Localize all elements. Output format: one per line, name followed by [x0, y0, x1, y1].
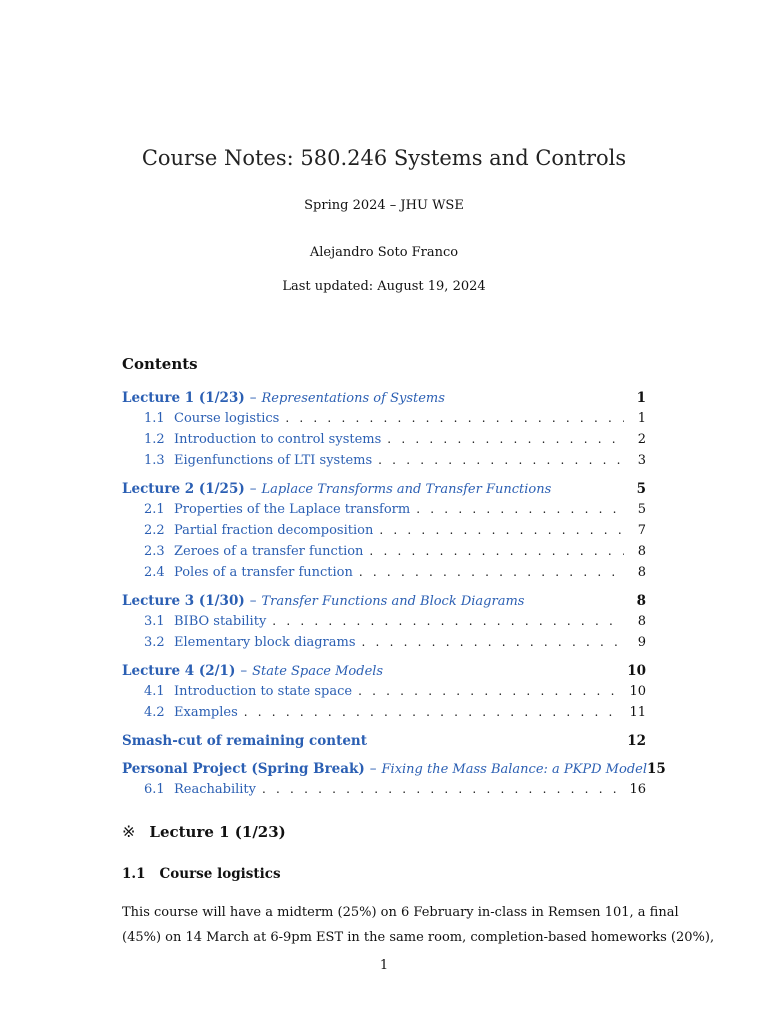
toc-subsection-link[interactable] [122, 411, 646, 432]
toc-section [122, 733, 646, 754]
toc-subsection-page: 2 [637, 432, 646, 447]
toc-section [122, 481, 646, 586]
toc-subsection-link[interactable] [122, 523, 646, 544]
toc-lecture-topic: Fixing the Mass Balance: a PKPD Model [381, 762, 647, 777]
toc-dash: – [240, 663, 248, 679]
toc-leader-dots [285, 411, 624, 425]
toc-lecture-link[interactable] [122, 481, 646, 502]
toc-leader-dots [369, 544, 624, 558]
toc-subsection-number: 6.1 [144, 782, 165, 797]
subsection-heading [122, 866, 281, 882]
toc-leader-dots [272, 614, 624, 628]
toc-subsection-page: 8 [637, 614, 646, 629]
section-heading [122, 822, 286, 841]
toc-lecture-link[interactable] [122, 390, 646, 411]
toc-subsection-label: Course logistics [174, 411, 280, 426]
toc-subsection-label: Eigenfunctions of LTI systems [174, 453, 373, 468]
toc-dash: – [249, 481, 257, 497]
toc-leader-dots [262, 782, 623, 796]
toc-subsection-label: Properties of the Laplace transform [174, 502, 411, 517]
toc-section [122, 761, 666, 803]
contents-heading: Contents [122, 355, 198, 373]
toc-lecture-page: 1 [636, 390, 646, 406]
page-number: 1 [379, 958, 389, 973]
toc-leader-dots [387, 432, 624, 446]
toc-lecture-topic: Transfer Functions and Block Diagrams [261, 594, 525, 609]
toc-subsection-number: 2.4 [144, 565, 165, 580]
toc-subsection-link[interactable] [122, 684, 646, 705]
toc-subsection-link[interactable] [122, 432, 646, 453]
reference-mark-icon: ※ [122, 822, 136, 841]
toc-subsection-number: 1.2 [144, 432, 165, 447]
toc-lecture-link[interactable] [122, 663, 646, 684]
toc-section [122, 663, 646, 726]
subsection-title: Course logistics [159, 866, 281, 882]
toc-subsection-page: 5 [637, 502, 646, 517]
toc-subsection-link[interactable] [122, 544, 646, 565]
toc-subsection-number: 3.2 [144, 635, 165, 650]
toc-lecture-name: Smash-cut of remaining content [122, 733, 367, 749]
toc-leader-dots [379, 523, 624, 537]
toc-leader-dots [358, 684, 623, 698]
toc-subsection-link[interactable] [122, 502, 646, 523]
toc-lecture-name: Lecture 2 (1/25) [122, 481, 245, 497]
toc-leader-dots [416, 502, 624, 516]
toc-subsection-label: Poles of a transfer function [174, 565, 353, 580]
toc-subsection-link[interactable] [122, 453, 646, 474]
last-updated: Last updated: August 19, 2024 [282, 279, 486, 294]
document-title: Course Notes: 580.246 Systems and Controls [141, 146, 627, 170]
table-of-contents [122, 390, 666, 810]
subsection-number: 1.1 [122, 866, 146, 882]
toc-subsection-page: 9 [637, 635, 646, 650]
toc-subsection-label: BIBO stability [174, 614, 267, 629]
toc-subsection-label: Introduction to control systems [174, 432, 382, 447]
toc-leader-dots [359, 565, 624, 579]
toc-lecture-link[interactable] [122, 761, 666, 782]
toc-lecture-name: Lecture 1 (1/23) [122, 390, 245, 406]
toc-leader-dots [362, 635, 624, 649]
toc-subsection-number: 4.1 [144, 684, 165, 699]
toc-dash: – [249, 593, 257, 609]
toc-subsection-number: 1.3 [144, 453, 165, 468]
toc-lecture-topic: Laplace Transforms and Transfer Functions [261, 482, 552, 497]
toc-subsection-page: 8 [637, 544, 646, 559]
toc-subsection-page: 8 [637, 565, 646, 580]
section-title: Lecture 1 (1/23) [149, 823, 286, 841]
toc-subsection-link[interactable] [122, 614, 646, 635]
paragraph-line: (45%) on 14 March at 6-9pm EST in the same room, completion-based homeworks (20%), [122, 930, 715, 945]
document-subtitle: Spring 2024 – JHU WSE [304, 198, 464, 213]
toc-dash: – [369, 761, 377, 777]
toc-lecture-name: Lecture 3 (1/30) [122, 593, 245, 609]
toc-subsection-number: 4.2 [144, 705, 165, 720]
document-author: Alejandro Soto Franco [309, 245, 459, 260]
toc-subsection-label: Reachability [174, 782, 256, 797]
toc-section [122, 390, 646, 474]
toc-subsection-page: 7 [637, 523, 646, 538]
toc-subsection-label: Introduction to state space [174, 684, 353, 699]
toc-lecture-link[interactable] [122, 593, 646, 614]
toc-lecture-page: 15 [647, 761, 666, 777]
paragraph-line: This course will have a midterm (25%) on 6 February in-class in Remsen 101, a final [122, 905, 679, 920]
toc-subsection-number: 1.1 [144, 411, 165, 426]
toc-subsection-number: 3.1 [144, 614, 165, 629]
toc-section [122, 593, 646, 656]
toc-subsection-page: 1 [637, 411, 646, 426]
toc-lecture-topic: Representations of Systems [261, 391, 445, 406]
toc-lecture-name: Lecture 4 (2/1) [122, 663, 236, 679]
toc-subsection-page: 11 [629, 705, 646, 720]
toc-subsection-link[interactable] [122, 565, 646, 586]
toc-subsection-label: Partial fraction decomposition [174, 523, 374, 538]
toc-lecture-page: 5 [636, 481, 646, 497]
toc-lecture-name: Personal Project (Spring Break) [122, 761, 365, 777]
toc-subsection-label: Zeroes of a transfer function [174, 544, 364, 559]
toc-lecture-link[interactable] [122, 733, 646, 754]
toc-subsection-number: 2.3 [144, 544, 165, 559]
toc-subsection-link[interactable] [122, 635, 646, 656]
toc-subsection-link[interactable] [122, 705, 646, 726]
toc-subsection-number: 2.2 [144, 523, 165, 538]
toc-subsection-page: 16 [629, 782, 646, 797]
toc-subsection-number: 2.1 [144, 502, 165, 517]
toc-subsection-label: Examples [174, 705, 238, 720]
toc-lecture-page: 8 [636, 593, 646, 609]
toc-subsection-label: Elementary block diagrams [174, 635, 356, 650]
toc-subsection-page: 10 [629, 684, 646, 699]
toc-subsection-link[interactable] [122, 782, 646, 803]
toc-leader-dots [378, 453, 624, 467]
body-paragraph [122, 900, 715, 950]
toc-leader-dots [244, 705, 624, 719]
toc-subsection-page: 3 [637, 453, 646, 468]
toc-lecture-topic: State Space Models [252, 664, 384, 679]
toc-lecture-page: 12 [627, 733, 646, 749]
toc-dash: – [249, 390, 257, 406]
toc-lecture-page: 10 [627, 663, 646, 679]
